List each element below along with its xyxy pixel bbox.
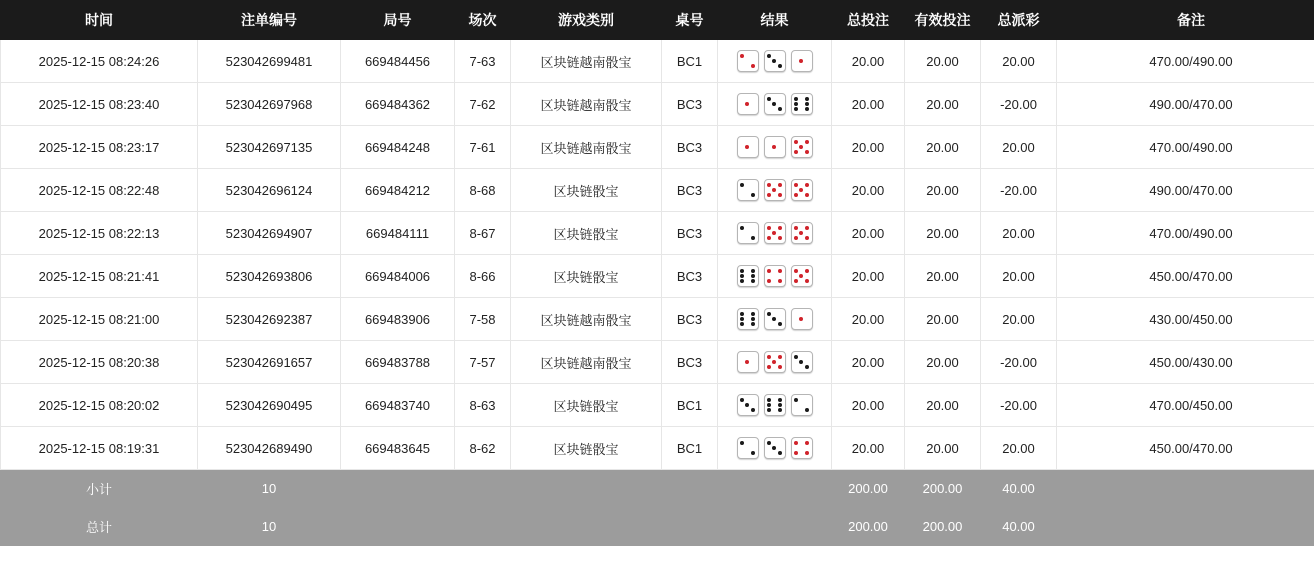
summary-row	[1, 470, 1314, 508]
summary-payout: 40.00	[981, 470, 1057, 508]
cell-category: 区块链越南骰宝	[511, 126, 662, 169]
cell-order-no: 523042694907	[198, 212, 341, 255]
dice-icon	[764, 179, 786, 201]
dice-icon	[791, 308, 813, 330]
cell-order-no: 523042697968	[198, 83, 341, 126]
cell-valid-bet: 20.00	[905, 40, 981, 83]
summary-row	[1, 508, 1314, 546]
table-header-row	[1, 1, 1314, 40]
dice-icon	[764, 222, 786, 244]
dice-icon	[791, 93, 813, 115]
cell-table-no: BC3	[662, 169, 718, 212]
cell-order-no: 523042690495	[198, 384, 341, 427]
dice-icon	[764, 265, 786, 287]
dice-icon	[737, 222, 759, 244]
cell-total-bet: 20.00	[832, 169, 905, 212]
cell-valid-bet: 20.00	[905, 298, 981, 341]
summary-label: 小计	[1, 470, 198, 508]
cell-payout: 20.00	[981, 212, 1057, 255]
dice-group	[722, 179, 827, 201]
cell-result	[718, 169, 832, 212]
cell-result	[718, 341, 832, 384]
dice-icon	[737, 136, 759, 158]
table-header	[1, 1, 1314, 40]
cell-time: 2025-12-15 08:21:41	[1, 255, 198, 298]
cell-order-no: 523042689490	[198, 427, 341, 470]
dice-icon	[791, 136, 813, 158]
summary-blank-category	[511, 508, 662, 546]
cell-session: 7-63	[455, 40, 511, 83]
dice-group	[722, 394, 827, 416]
dice-icon	[737, 265, 759, 287]
summary-blank-session	[455, 508, 511, 546]
cell-category: 区块链越南骰宝	[511, 40, 662, 83]
cell-time: 2025-12-15 08:22:13	[1, 212, 198, 255]
cell-result	[718, 83, 832, 126]
cell-session: 7-62	[455, 83, 511, 126]
cell-result	[718, 40, 832, 83]
table-row[interactable]	[1, 298, 1314, 341]
cell-payout: 20.00	[981, 298, 1057, 341]
cell-valid-bet: 20.00	[905, 126, 981, 169]
cell-round-no: 669484362	[341, 83, 455, 126]
dice-group	[722, 308, 827, 330]
summary-valid-bet: 200.00	[905, 508, 981, 546]
column-header-category: 游戏类别	[511, 1, 662, 40]
dice-icon	[764, 394, 786, 416]
cell-valid-bet: 20.00	[905, 341, 981, 384]
cell-order-no: 523042697135	[198, 126, 341, 169]
summary-blank-category	[511, 470, 662, 508]
dice-icon	[791, 394, 813, 416]
cell-table-no: BC3	[662, 83, 718, 126]
column-header-result: 结果	[718, 1, 832, 40]
cell-session: 8-63	[455, 384, 511, 427]
cell-total-bet: 20.00	[832, 298, 905, 341]
cell-round-no: 669483740	[341, 384, 455, 427]
column-header-total-bet: 总投注	[832, 1, 905, 40]
cell-table-no: BC1	[662, 384, 718, 427]
cell-total-bet: 20.00	[832, 341, 905, 384]
dice-icon	[764, 136, 786, 158]
summary-blank-round	[341, 470, 455, 508]
cell-session: 7-58	[455, 298, 511, 341]
cell-session: 8-68	[455, 169, 511, 212]
cell-result	[718, 298, 832, 341]
cell-remark: 490.00/470.00	[1057, 83, 1314, 126]
cell-time: 2025-12-15 08:23:17	[1, 126, 198, 169]
dice-icon	[791, 265, 813, 287]
column-header-valid-bet: 有效投注	[905, 1, 981, 40]
cell-total-bet: 20.00	[832, 427, 905, 470]
cell-payout: 20.00	[981, 40, 1057, 83]
cell-remark: 470.00/490.00	[1057, 40, 1314, 83]
dice-icon	[791, 437, 813, 459]
cell-order-no: 523042693806	[198, 255, 341, 298]
cell-total-bet: 20.00	[832, 384, 905, 427]
cell-category: 区块链越南骰宝	[511, 298, 662, 341]
cell-table-no: BC1	[662, 427, 718, 470]
cell-total-bet: 20.00	[832, 40, 905, 83]
dice-icon	[764, 351, 786, 373]
cell-session: 7-61	[455, 126, 511, 169]
column-header-table-no: 桌号	[662, 1, 718, 40]
cell-remark: 490.00/470.00	[1057, 169, 1314, 212]
column-header-session: 场次	[455, 1, 511, 40]
cell-table-no: BC3	[662, 255, 718, 298]
cell-session: 8-66	[455, 255, 511, 298]
dice-icon	[737, 394, 759, 416]
dice-icon	[764, 93, 786, 115]
cell-total-bet: 20.00	[832, 83, 905, 126]
table-body	[1, 40, 1314, 546]
summary-blank-table	[662, 508, 718, 546]
cell-round-no: 669484006	[341, 255, 455, 298]
dice-icon	[737, 437, 759, 459]
column-header-payout: 总派彩	[981, 1, 1057, 40]
dice-icon	[791, 222, 813, 244]
cell-table-no: BC1	[662, 40, 718, 83]
cell-category: 区块链骰宝	[511, 255, 662, 298]
cell-order-no: 523042691657	[198, 341, 341, 384]
dice-group	[722, 351, 827, 373]
table-row[interactable]	[1, 40, 1314, 83]
cell-valid-bet: 20.00	[905, 384, 981, 427]
cell-valid-bet: 20.00	[905, 212, 981, 255]
cell-payout: 20.00	[981, 255, 1057, 298]
cell-category: 区块链越南骰宝	[511, 341, 662, 384]
cell-category: 区块链骰宝	[511, 169, 662, 212]
dice-group	[722, 265, 827, 287]
cell-session: 8-62	[455, 427, 511, 470]
cell-category: 区块链骰宝	[511, 427, 662, 470]
summary-total-bet: 200.00	[832, 508, 905, 546]
cell-time: 2025-12-15 08:23:40	[1, 83, 198, 126]
cell-total-bet: 20.00	[832, 212, 905, 255]
cell-payout: -20.00	[981, 341, 1057, 384]
cell-time: 2025-12-15 08:21:00	[1, 298, 198, 341]
table-row[interactable]	[1, 384, 1314, 427]
cell-table-no: BC3	[662, 212, 718, 255]
dice-group	[722, 437, 827, 459]
dice-icon	[737, 50, 759, 72]
cell-payout: -20.00	[981, 169, 1057, 212]
dice-icon	[764, 437, 786, 459]
cell-category: 区块链越南骰宝	[511, 83, 662, 126]
summary-blank-session	[455, 470, 511, 508]
summary-blank-table	[662, 470, 718, 508]
dice-icon	[737, 351, 759, 373]
dice-icon	[737, 179, 759, 201]
cell-result	[718, 126, 832, 169]
table-row[interactable]	[1, 341, 1314, 384]
cell-payout: -20.00	[981, 384, 1057, 427]
cell-valid-bet: 20.00	[905, 427, 981, 470]
summary-blank-remark	[1057, 508, 1314, 546]
table-row[interactable]	[1, 169, 1314, 212]
dice-icon	[737, 308, 759, 330]
summary-blank-result	[718, 470, 832, 508]
cell-order-no: 523042699481	[198, 40, 341, 83]
cell-remark: 450.00/430.00	[1057, 341, 1314, 384]
dice-icon	[764, 308, 786, 330]
cell-remark: 430.00/450.00	[1057, 298, 1314, 341]
cell-remark: 450.00/470.00	[1057, 427, 1314, 470]
cell-table-no: BC3	[662, 126, 718, 169]
cell-remark: 470.00/490.00	[1057, 126, 1314, 169]
cell-table-no: BC3	[662, 341, 718, 384]
cell-payout: 20.00	[981, 126, 1057, 169]
table-row[interactable]	[1, 126, 1314, 169]
cell-time: 2025-12-15 08:19:31	[1, 427, 198, 470]
dice-icon	[764, 50, 786, 72]
cell-total-bet: 20.00	[832, 126, 905, 169]
cell-round-no: 669484212	[341, 169, 455, 212]
summary-payout: 40.00	[981, 508, 1057, 546]
table-row[interactable]	[1, 83, 1314, 126]
summary-total-bet: 200.00	[832, 470, 905, 508]
cell-category: 区块链骰宝	[511, 384, 662, 427]
dice-group	[722, 93, 827, 115]
dice-group	[722, 222, 827, 244]
cell-order-no: 523042696124	[198, 169, 341, 212]
cell-time: 2025-12-15 08:20:38	[1, 341, 198, 384]
cell-category: 区块链骰宝	[511, 212, 662, 255]
cell-valid-bet: 20.00	[905, 255, 981, 298]
cell-round-no: 669484111	[341, 212, 455, 255]
cell-valid-bet: 20.00	[905, 169, 981, 212]
cell-session: 8-67	[455, 212, 511, 255]
dice-icon	[791, 50, 813, 72]
cell-result	[718, 384, 832, 427]
cell-payout: -20.00	[981, 83, 1057, 126]
summary-blank-round	[341, 508, 455, 546]
cell-round-no: 669483645	[341, 427, 455, 470]
cell-round-no: 669484248	[341, 126, 455, 169]
summary-count: 10	[198, 470, 341, 508]
column-header-round-no: 局号	[341, 1, 455, 40]
cell-result	[718, 427, 832, 470]
table-row[interactable]	[1, 212, 1314, 255]
cell-valid-bet: 20.00	[905, 83, 981, 126]
cell-payout: 20.00	[981, 427, 1057, 470]
cell-result	[718, 212, 832, 255]
dice-icon	[791, 351, 813, 373]
cell-result	[718, 255, 832, 298]
cell-total-bet: 20.00	[832, 255, 905, 298]
table-row[interactable]	[1, 427, 1314, 470]
column-header-remark: 备注	[1057, 1, 1314, 40]
cell-round-no: 669483906	[341, 298, 455, 341]
table-row[interactable]	[1, 255, 1314, 298]
cell-round-no: 669484456	[341, 40, 455, 83]
cell-time: 2025-12-15 08:20:02	[1, 384, 198, 427]
dice-group	[722, 136, 827, 158]
cell-remark: 450.00/470.00	[1057, 255, 1314, 298]
summary-label: 总计	[1, 508, 198, 546]
summary-blank-result	[718, 508, 832, 546]
cell-remark: 470.00/450.00	[1057, 384, 1314, 427]
dice-icon	[791, 179, 813, 201]
column-header-time: 时间	[1, 1, 198, 40]
cell-remark: 470.00/490.00	[1057, 212, 1314, 255]
dice-icon	[737, 93, 759, 115]
cell-session: 7-57	[455, 341, 511, 384]
column-header-order-no: 注单编号	[198, 1, 341, 40]
summary-count: 10	[198, 508, 341, 546]
cell-table-no: BC3	[662, 298, 718, 341]
summary-valid-bet: 200.00	[905, 470, 981, 508]
cell-time: 2025-12-15 08:24:26	[1, 40, 198, 83]
cell-time: 2025-12-15 08:22:48	[1, 169, 198, 212]
dice-group	[722, 50, 827, 72]
cell-round-no: 669483788	[341, 341, 455, 384]
cell-order-no: 523042692387	[198, 298, 341, 341]
summary-blank-remark	[1057, 470, 1314, 508]
